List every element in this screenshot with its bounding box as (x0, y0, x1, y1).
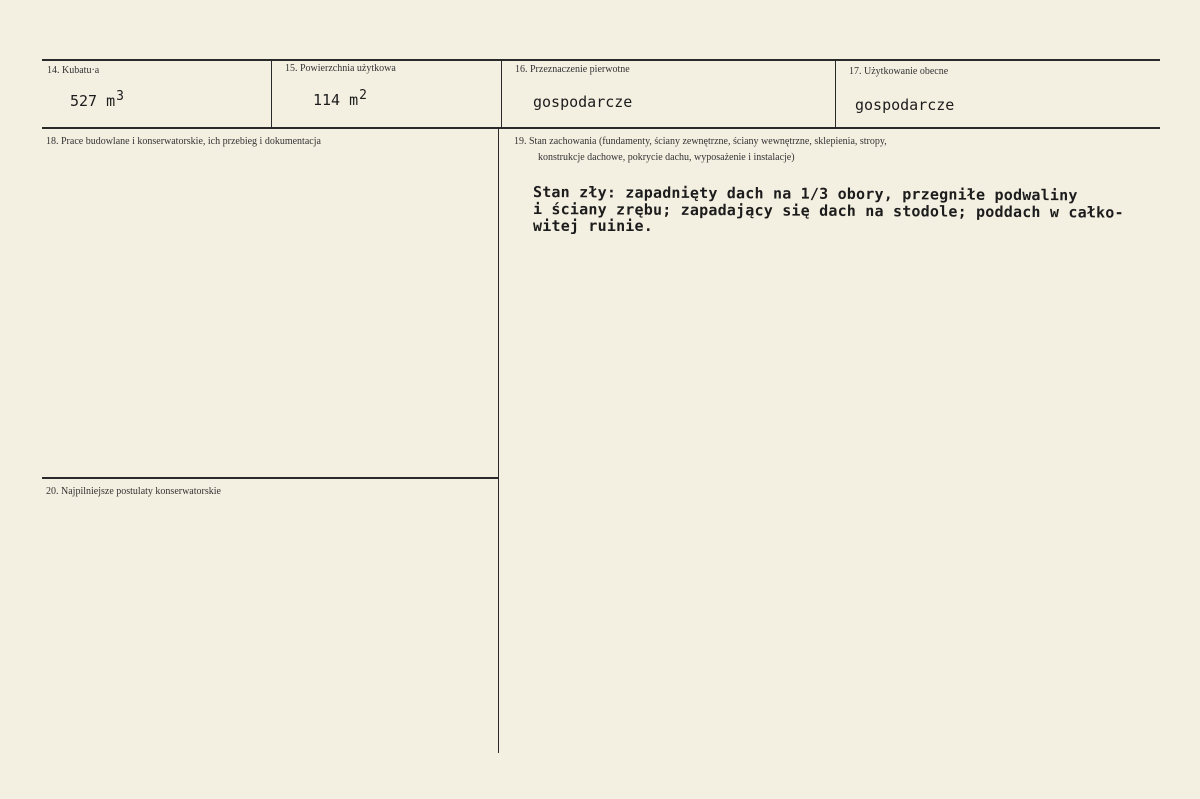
field-15-exponent: 2 (359, 88, 367, 103)
field-16-value: gospodarcze (533, 93, 633, 111)
field-14-unit: m (106, 92, 116, 110)
col-divider-1 (271, 59, 272, 129)
field-17-label: 17. Użytkowanie obecne (849, 66, 949, 77)
field-17-value: gospodarcze (855, 96, 955, 114)
field-19-label-line2: konstrukcje dachowe, pokrycie dachu, wyposażenie i instalacje) (538, 152, 795, 163)
main-vertical-divider (498, 129, 499, 753)
field-19-text-line2: i ściany zrębu; zapadający się dach na stodole; poddach w całko- (532, 200, 1124, 222)
top-rule (42, 59, 1160, 61)
col-divider-3 (835, 59, 836, 129)
field-15-unit: m (349, 91, 359, 109)
field-19-text-line1: Stan zły: zapadnięty dach na 1/3 obory, przegniłe podwaliny (532, 183, 1078, 205)
field-15-value (313, 88, 367, 109)
field-14-value (70, 89, 124, 110)
field-15-label: 15. Powierzchnia użytkowa (285, 63, 396, 74)
field-15-number: 114 (313, 91, 341, 109)
field-19-label-line1: 19. Stan zachowania (fundamenty, ściany zewnętrzne, ściany wewnętrzne, sklepienia, stropy, (514, 136, 887, 147)
field-20-label: 20. Najpilniejsze postulaty konserwatorskie (46, 486, 221, 497)
field-16-label: 16. Przeznaczenie pierwotne (515, 64, 630, 75)
left-section-divider (42, 477, 498, 479)
field-14-label: 14. Kubatu·a (47, 65, 100, 76)
field-14-number: 527 (70, 92, 98, 110)
col-divider-2 (501, 59, 502, 129)
field-14-exponent: 3 (116, 89, 124, 104)
field-19-text-line3: witej ruinie. (533, 217, 653, 235)
row1-bottom-rule (42, 127, 1160, 129)
field-18-label: 18. Prace budowlane i konserwatorskie, ich przebieg i dokumentacja (46, 136, 321, 147)
